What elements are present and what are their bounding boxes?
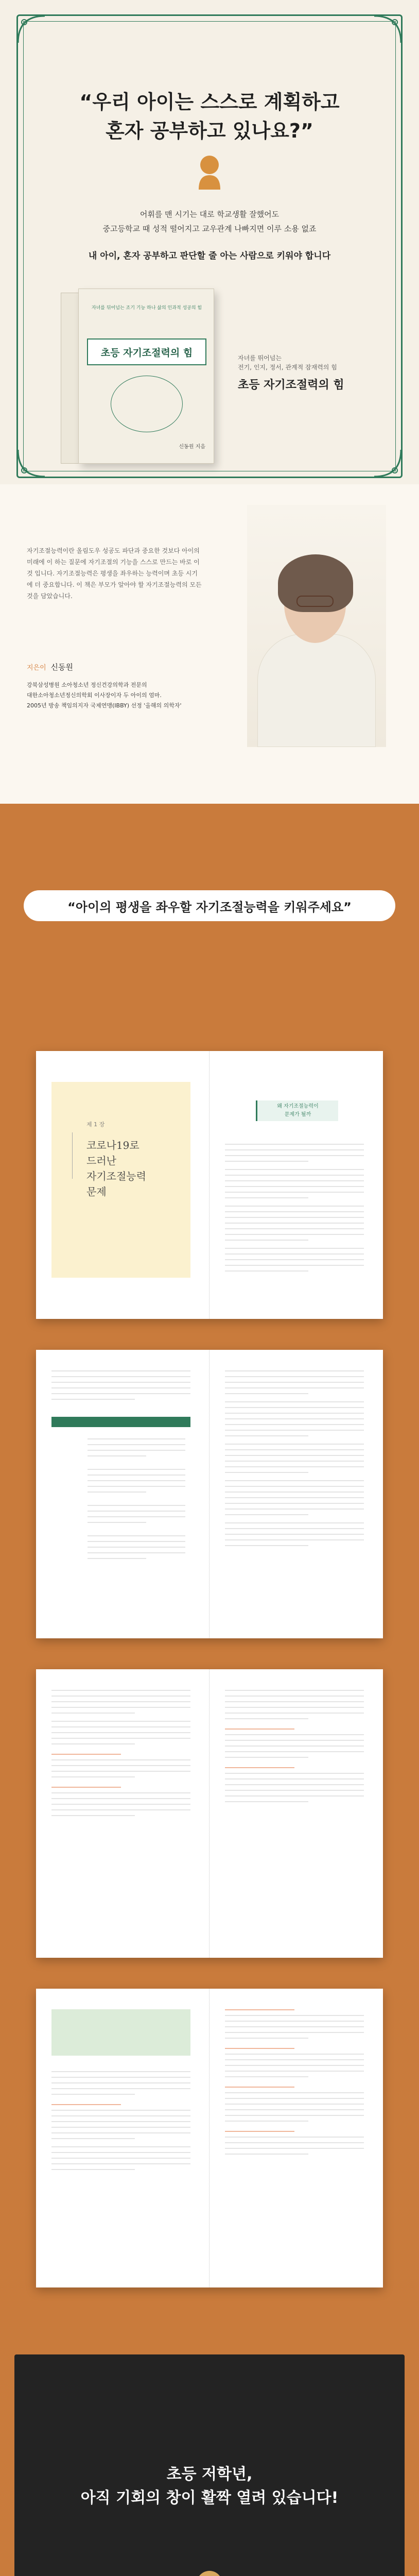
author-section [0,484,419,804]
book-cover [78,289,214,464]
corner-ornament-icon [16,14,47,45]
body-text-lines [225,2009,364,2159]
author-career [27,680,202,711]
author-photo [247,505,386,747]
author-name-value: 신동원 [50,663,73,672]
chapter-number: 제 1 장 [86,1121,105,1128]
publisher-logo [197,2571,222,2576]
author-name-label: 지은이 [27,664,46,672]
body-text-lines [51,1690,190,1821]
career-line-1: 강북삼성병원 소아청소년 정신건강의학과 전문의 [27,682,147,688]
hero-section [0,0,419,484]
hero-intro [0,207,419,236]
corner-ornament-icon [16,448,47,479]
comparison-table [51,1417,190,1582]
spread-right-page [210,1669,383,1958]
book-info-tag-1: 자녀를 뛰어넘는 [238,354,282,362]
intro-line-2: 중고등학교 때 성적 떨어지고 교우관계 나빠지면 이루 소용 없죠 [102,224,317,233]
career-line-2: 대한소아청소년정신의학회 이사장이자 두 아이의 엄마. [27,692,162,699]
hero-intro-emphasis: 내 아이, 혼자 공부하고 판단할 줄 아는 사람으로 키워야 합니다 [88,251,331,261]
author-name [27,662,73,672]
body-text-lines [225,1144,364,1276]
child-silhouette-icon [196,154,223,190]
author-description: 자기조절능력이란 올림도우 성공도 파단과 중요한 것보다 아이의 미래에 이 하는 질문에 자기조절의 기능을 스스로 만드는 바로 이것 입니다. 자기조절능력은 평생을 좌우하는 능력이며 초등 시기에 더 중요합니다. 이 책은 부모가 알아야 할 자기조절능력의 모든 것을 담았습니다. [27,547,202,600]
body-text-lines [225,1370,364,1551]
book-cover-illustration [111,376,183,432]
chapter-title-line-2: 드러난 [86,1155,116,1167]
book-info [238,353,382,392]
book-cover-author: 신동원 지음 [179,444,205,450]
closing-message [14,2463,405,2510]
author-photo-glasses [296,596,334,607]
closing-line-2: 아직 기회의 창이 활짝 열려 있습니다! [80,2489,339,2507]
body-text-lines [51,2071,190,2175]
spread-right-page [210,1350,383,1638]
book-spread-3 [36,1669,383,1958]
spread-left-page [36,1989,210,2287]
chapter-opener [51,1082,190,1278]
chapter-title-line-3: 자기조절능력 [86,1170,146,1182]
intro-line-1: 어휘를 맨 시기는 대로 학교생활 잘했어도 [139,210,280,219]
body-text-lines [51,1370,190,1404]
book-cover-title: 초등 자기조절력의 힘 [87,338,206,365]
chapter-title-line-1: 코로나19로 [86,1139,139,1151]
section-tag-line-2: 문제가 될까 [284,1112,311,1117]
section-tag [256,1100,338,1121]
book-info-title: 초등 자기조절력의 힘 [238,379,344,392]
hero-headline [0,88,419,145]
chapter-title [86,1138,146,1199]
closing-line-1: 초등 저학년, [166,2465,253,2483]
author-photo-body [257,634,376,747]
book-spread-1 [36,1051,383,1319]
headline-line-1: “우리 아이는 스스로 계획하고 [79,91,340,113]
spread-left-page [36,1669,210,1958]
book-info-tag-2: 전기, 인지, 정서, 관계적 잠재력의 힘 [238,364,337,371]
corner-ornament-icon [372,14,403,45]
book-preview-section [0,1020,419,2339]
corner-ornament-icon [372,448,403,479]
quote-pill: “아이의 평생을 좌우할 자기조절능력을 키워주세요” [24,890,395,921]
closing-section [0,2339,419,2576]
highlight-box [51,2009,190,2056]
chapter-title-line-4: 문제 [86,1185,107,1198]
body-text-lines [225,1690,364,1807]
section-tag-line-1: 왜 자기조절능력이 [277,1104,319,1109]
spread-left-page [36,1051,210,1319]
spread-right-page [210,1051,383,1319]
spread-left-page [36,1350,210,1638]
book-cover-image [61,289,215,464]
spread-right-page [210,1989,383,2287]
book-cover-subtitle: 자녀를 뒤어넘는 조기 기능 하나 삶의 인과적 성공의 힘 [91,306,202,311]
headline-line-2: 혼자 공부하고 있나요?” [106,120,313,142]
book-spread-4 [36,1989,383,2287]
closing-card [14,2354,405,2576]
book-spread-2 [36,1350,383,1638]
career-line-3: 2005년 방송 책임의지자 국제연맹(IBBY) 선정 '올해의 의학자' [27,702,182,709]
quote-banner [0,804,419,1020]
